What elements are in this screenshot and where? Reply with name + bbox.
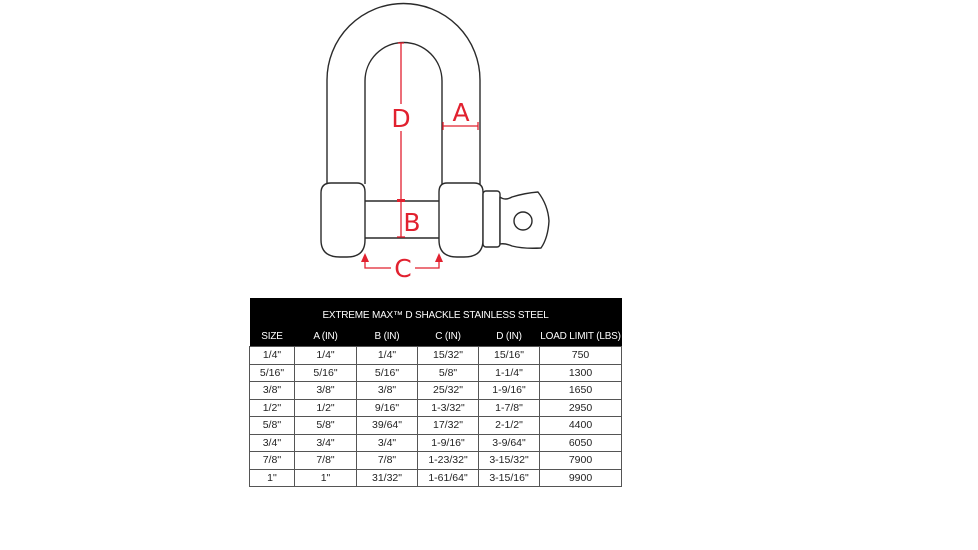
cell-size: 1'' bbox=[250, 469, 295, 487]
cell-a: 5/16" bbox=[295, 364, 357, 382]
dimension-b-label: B bbox=[403, 208, 421, 237]
cell-size: 3/4'' bbox=[250, 434, 295, 452]
cell-c: 5/8" bbox=[418, 364, 479, 382]
column-header-c: C (IN) bbox=[418, 329, 479, 347]
cell-b: 3/8" bbox=[357, 382, 418, 400]
cell-a: 7/8" bbox=[295, 452, 357, 470]
cell-a: 5/8" bbox=[295, 417, 357, 435]
cell-size: 5/8'' bbox=[250, 417, 295, 435]
table-row bbox=[250, 399, 622, 417]
cell-size: 1/2'' bbox=[250, 399, 295, 417]
cell-load-limit: 7900 bbox=[540, 452, 622, 470]
cell-b: 39/64" bbox=[357, 417, 418, 435]
pin-collar bbox=[483, 191, 500, 247]
dimension-d-tick-bottom bbox=[397, 199, 405, 202]
dimension-c-label: C bbox=[394, 254, 412, 283]
table-header-row bbox=[250, 329, 622, 347]
dimension-c-left-arrow-icon bbox=[361, 253, 369, 262]
cell-b: 7/8" bbox=[357, 452, 418, 470]
cell-a: 1" bbox=[295, 469, 357, 487]
table-row bbox=[250, 469, 622, 487]
column-header-a: A (IN) bbox=[295, 329, 357, 347]
cell-a: 1/4" bbox=[295, 347, 357, 365]
table-row bbox=[250, 434, 622, 452]
cell-c: 25/32" bbox=[418, 382, 479, 400]
cell-c: 1-3/32" bbox=[418, 399, 479, 417]
cell-c: 15/32" bbox=[418, 347, 479, 365]
column-header-size: SIZE bbox=[250, 329, 295, 347]
cell-d: 3-9/64" bbox=[479, 434, 540, 452]
cell-d: 3-15/32" bbox=[479, 452, 540, 470]
table-row bbox=[250, 452, 622, 470]
cell-b: 1/4" bbox=[357, 347, 418, 365]
specification-table bbox=[249, 298, 622, 487]
cell-load-limit: 9900 bbox=[540, 469, 622, 487]
cell-c: 1-23/32" bbox=[418, 452, 479, 470]
table-row bbox=[250, 364, 622, 382]
shackle-right-ear bbox=[439, 183, 483, 257]
cell-a: 1/2" bbox=[295, 399, 357, 417]
cell-a: 3/8" bbox=[295, 382, 357, 400]
cell-size: 7/8'' bbox=[250, 452, 295, 470]
table-row bbox=[250, 382, 622, 400]
dimension-c-right-arrow-icon bbox=[435, 253, 443, 262]
cell-c: 1-61/64" bbox=[418, 469, 479, 487]
cell-load-limit: 750 bbox=[540, 347, 622, 365]
cell-d: 3-15/16" bbox=[479, 469, 540, 487]
column-header-load-limit: LOAD LIMIT (LBS) bbox=[540, 329, 622, 347]
dimension-c-right-leader bbox=[415, 257, 439, 268]
column-header-b: B (IN) bbox=[357, 329, 418, 347]
cell-d: 1-9/16" bbox=[479, 382, 540, 400]
cell-b: 5/16" bbox=[357, 364, 418, 382]
column-header-d: D (IN) bbox=[479, 329, 540, 347]
cell-b: 3/4" bbox=[357, 434, 418, 452]
cell-a: 3/4" bbox=[295, 434, 357, 452]
cell-load-limit: 6050 bbox=[540, 434, 622, 452]
dimension-c-left-leader bbox=[365, 257, 391, 268]
cell-d: 2-1/2" bbox=[479, 417, 540, 435]
cell-load-limit: 2950 bbox=[540, 399, 622, 417]
cell-size: 5/16" bbox=[250, 364, 295, 382]
dimension-a-label: A bbox=[452, 98, 470, 127]
cell-size: 1/4" bbox=[250, 347, 295, 365]
table-row bbox=[250, 417, 622, 435]
cell-b: 31/32" bbox=[357, 469, 418, 487]
cell-d: 1-7/8" bbox=[479, 399, 540, 417]
cell-size: 3/8" bbox=[250, 382, 295, 400]
cell-load-limit: 1300 bbox=[540, 364, 622, 382]
shackle-left-ear bbox=[321, 183, 365, 257]
cell-d: 1-1/4" bbox=[479, 364, 540, 382]
shackle-bow-outer bbox=[327, 4, 480, 185]
cell-b: 9/16" bbox=[357, 399, 418, 417]
cell-d: 15/16" bbox=[479, 347, 540, 365]
cell-c: 17/32" bbox=[418, 417, 479, 435]
cell-c: 1-9/16" bbox=[418, 434, 479, 452]
cell-load-limit: 4400 bbox=[540, 417, 622, 435]
table-row bbox=[250, 347, 622, 365]
cell-load-limit: 1650 bbox=[540, 382, 622, 400]
pin-eye bbox=[500, 192, 549, 248]
dimension-d-label: D bbox=[391, 104, 411, 133]
table-title: EXTREME MAX™ D SHACKLE STAINLESS STEEL bbox=[250, 298, 622, 329]
